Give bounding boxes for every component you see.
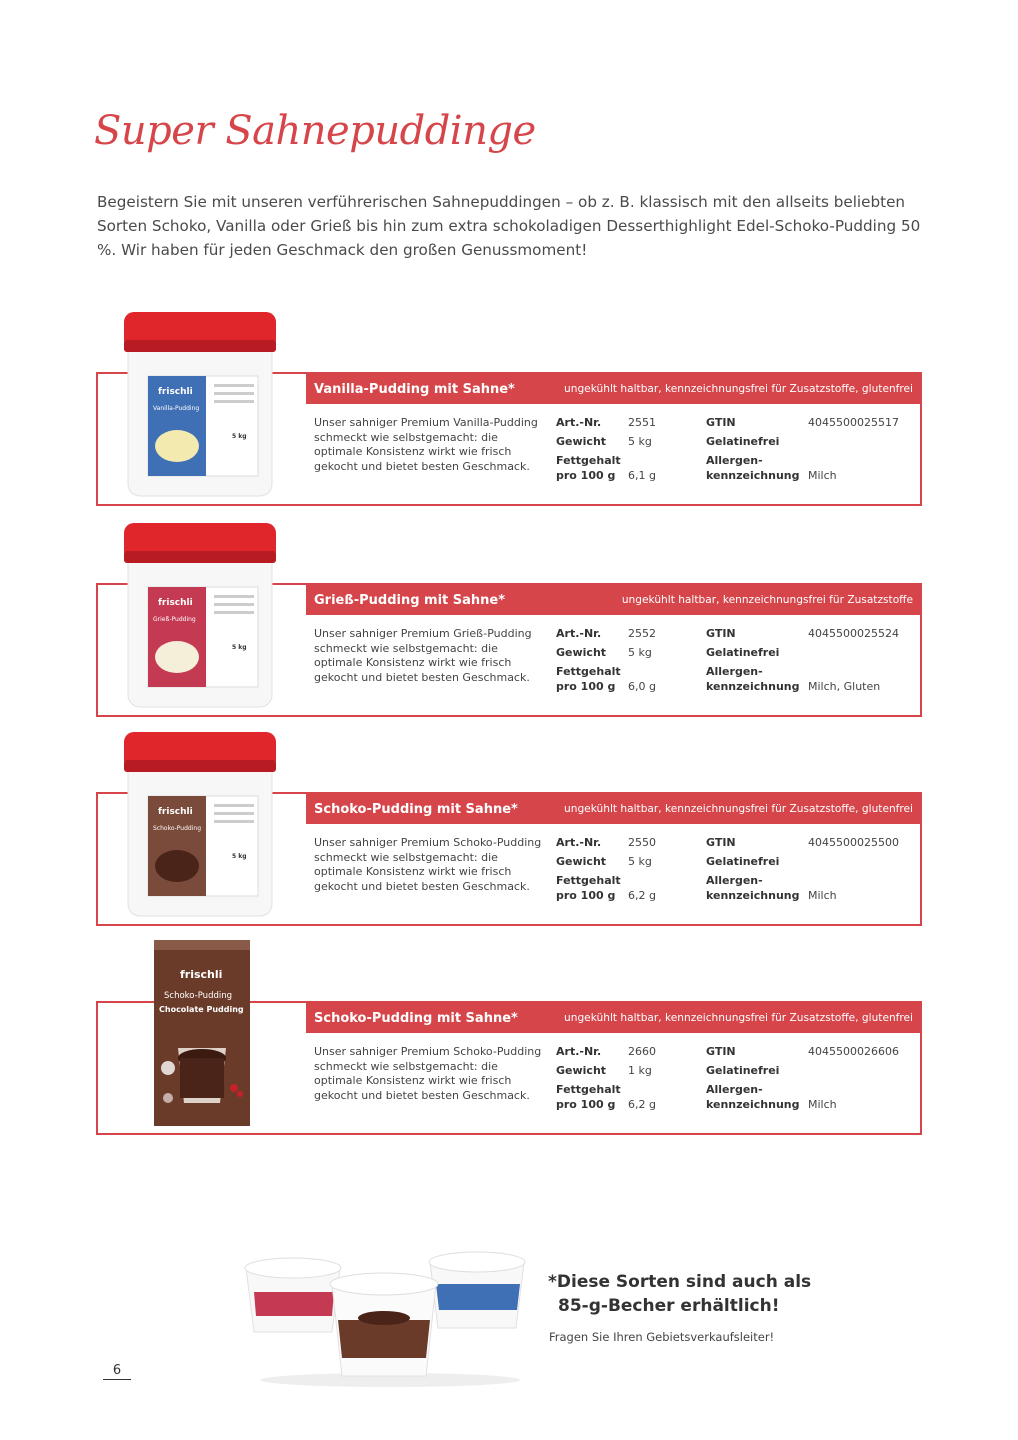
footer-contact-hint: Fragen Sie Ihren Gebietsverkaufsleiter!: [549, 1330, 775, 1344]
art-nr-label: Art.-Nr.: [556, 627, 602, 640]
gtin-label: GTIN: [706, 836, 736, 849]
fett-label: Fettgehalt: [556, 1083, 621, 1096]
product-bucket-image: [120, 310, 280, 500]
page-number: 6: [103, 1363, 131, 1380]
product-carton-image: [150, 938, 254, 1128]
gelatine-label: Gelatinefrei: [706, 435, 780, 448]
art-nr-value: 2550: [628, 836, 656, 849]
intro-text: Begeistern Sie mit unseren verführerischen Sahnepuddingen – ob z. B. klassisch mit den allseits beliebten Sorten Schoko, Vanilla oder Grieß bis hin zum extra schokoladigen Desserthighlight Edel-Schoko-Pudding 50 %. Wir haben für jeden Geschmack den großen Genussmoment!: [97, 193, 921, 259]
gtin-value: 4045500025517: [808, 416, 899, 429]
product-description: Unser sahniger Premium Vanilla-Pudding schmeckt wie selbstgemacht: die optimale Konsistenz wirkt wie frisch gekocht und bietet besten Geschmack.: [314, 416, 538, 473]
pack-label-text: Vanilla-Pudding: [153, 405, 200, 412]
gtin-value: 4045500025524: [808, 627, 899, 640]
gewicht-label: Gewicht: [556, 435, 607, 448]
product-name: Schoko-Pudding mit Sahne*: [314, 801, 518, 817]
product-description: Unser sahniger Premium Schoko-Pudding schmeckt wie selbstgemacht: die optimale Konsistenz wirkt wie frisch gekocht und bietet besten Geschmack.: [314, 1045, 542, 1102]
gewicht-value: 5 kg: [628, 646, 652, 659]
gewicht-value: 5 kg: [628, 435, 652, 448]
pack-weight: 5 kg: [232, 644, 247, 651]
gelatine-label: Gelatinefrei: [706, 855, 780, 868]
product-tags: ungekühlt haltbar, kennzeichnungsfrei für Zusatzstoffe, glutenfrei: [564, 803, 913, 815]
page-title: Super Sahnepuddinge: [94, 108, 536, 154]
fett-label-2: pro 100 g: [556, 889, 616, 902]
allergen-value: Milch, Gluten: [808, 680, 881, 693]
card-header: [306, 374, 920, 404]
product-tags: ungekühlt haltbar, kennzeichnungsfrei für Zusatzstoffe, glutenfrei: [564, 383, 913, 395]
fett-label-2: pro 100 g: [556, 1098, 616, 1111]
allergen-value: Milch: [808, 469, 837, 482]
gewicht-value: 5 kg: [628, 855, 652, 868]
allergen-value: Milch: [808, 889, 837, 902]
pack-label-text: Schoko-Pudding: [153, 825, 201, 832]
pack-brand: frischli: [158, 807, 193, 817]
gewicht-label: Gewicht: [556, 855, 607, 868]
art-nr-value: 2551: [628, 416, 656, 429]
fett-label-2: pro 100 g: [556, 469, 616, 482]
pack-dessert: [155, 850, 199, 882]
allergen-label: Allergen-: [706, 874, 763, 887]
pack-dessert: [155, 430, 199, 462]
fett-value: 6,2 g: [628, 1098, 656, 1111]
gtin-value: 4045500025500: [808, 836, 899, 849]
art-nr-value: 2660: [628, 1045, 656, 1058]
pack-weight: 5 kg: [232, 433, 247, 440]
product-name: Vanilla-Pudding mit Sahne*: [314, 381, 515, 397]
cup-griess: [245, 1258, 341, 1332]
product-name: Grieß-Pudding mit Sahne*: [314, 592, 506, 608]
footer-note-line-1: *Diese Sorten sind auch als: [548, 1272, 812, 1292]
pack-brand: frischli: [158, 387, 193, 397]
pack-brand: frischli: [158, 598, 193, 608]
allergen-label: Allergen-: [706, 454, 763, 467]
product-description: Unser sahniger Premium Grieß-Pudding schmeckt wie selbstgemacht: die optimale Konsistenz wirkt wie frisch gekocht und bietet besten Geschmack.: [314, 627, 532, 684]
art-nr-label: Art.-Nr.: [556, 836, 602, 849]
gelatine-label: Gelatinefrei: [706, 1064, 780, 1077]
gewicht-label: Gewicht: [556, 1064, 607, 1077]
art-nr-value: 2552: [628, 627, 656, 640]
pack-label-text: Grieß-Pudding: [153, 616, 196, 623]
fett-label-2: pro 100 g: [556, 680, 616, 693]
gtin-label: GTIN: [706, 627, 736, 640]
gtin-label: GTIN: [706, 1045, 736, 1058]
allergen-label-2: kennzeichnung: [706, 469, 800, 482]
gewicht-label: Gewicht: [556, 646, 607, 659]
fett-value: 6,0 g: [628, 680, 656, 693]
product-bucket-image: [120, 730, 280, 920]
card-header: [306, 585, 920, 615]
pack-label-text-2: Chocolate Pudding: [159, 1005, 244, 1014]
allergen-label-2: kennzeichnung: [706, 1098, 800, 1111]
fett-value: 6,2 g: [628, 889, 656, 902]
pack-dessert: [155, 641, 199, 673]
product-tags: ungekühlt haltbar, kennzeichnungsfrei für Zusatzstoffe: [621, 594, 913, 606]
allergen-label: Allergen-: [706, 1083, 763, 1096]
cup-schoko: [330, 1273, 438, 1376]
card-header: [306, 794, 920, 824]
art-nr-label: Art.-Nr.: [556, 416, 602, 429]
art-nr-label: Art.-Nr.: [556, 1045, 602, 1058]
product-description: Unser sahniger Premium Schoko-Pudding schmeckt wie selbstgemacht: die optimale Konsistenz wirkt wie frisch gekocht und bietet besten Geschmack.: [314, 836, 542, 893]
fett-value: 6,1 g: [628, 469, 656, 482]
allergen-label: Allergen-: [706, 665, 763, 678]
cups-image: [240, 1248, 540, 1388]
gtin-label: GTIN: [706, 416, 736, 429]
card-header: [306, 1003, 920, 1033]
pack-brand: frischli: [180, 968, 223, 981]
gelatine-label: Gelatinefrei: [706, 646, 780, 659]
pack-label-text: Schoko-Pudding: [164, 991, 232, 1001]
gtin-value: 4045500026606: [808, 1045, 899, 1058]
gewicht-value: 1 kg: [628, 1064, 652, 1077]
pack-weight: 5 kg: [232, 853, 247, 860]
fett-label: Fettgehalt: [556, 874, 621, 887]
footer-note-line-2: 85-g-Becher erhältlich!: [558, 1296, 780, 1316]
fett-label: Fettgehalt: [556, 454, 621, 467]
allergen-label-2: kennzeichnung: [706, 680, 800, 693]
footer-note: [548, 1270, 811, 1318]
fett-label: Fettgehalt: [556, 665, 621, 678]
cup-vanilla: [429, 1252, 525, 1328]
product-name: Schoko-Pudding mit Sahne*: [314, 1010, 518, 1026]
product-tags: ungekühlt haltbar, kennzeichnungsfrei für Zusatzstoffe, glutenfrei: [564, 1012, 913, 1024]
product-bucket-image: [120, 521, 280, 711]
allergen-label-2: kennzeichnung: [706, 889, 800, 902]
allergen-value: Milch: [808, 1098, 837, 1111]
